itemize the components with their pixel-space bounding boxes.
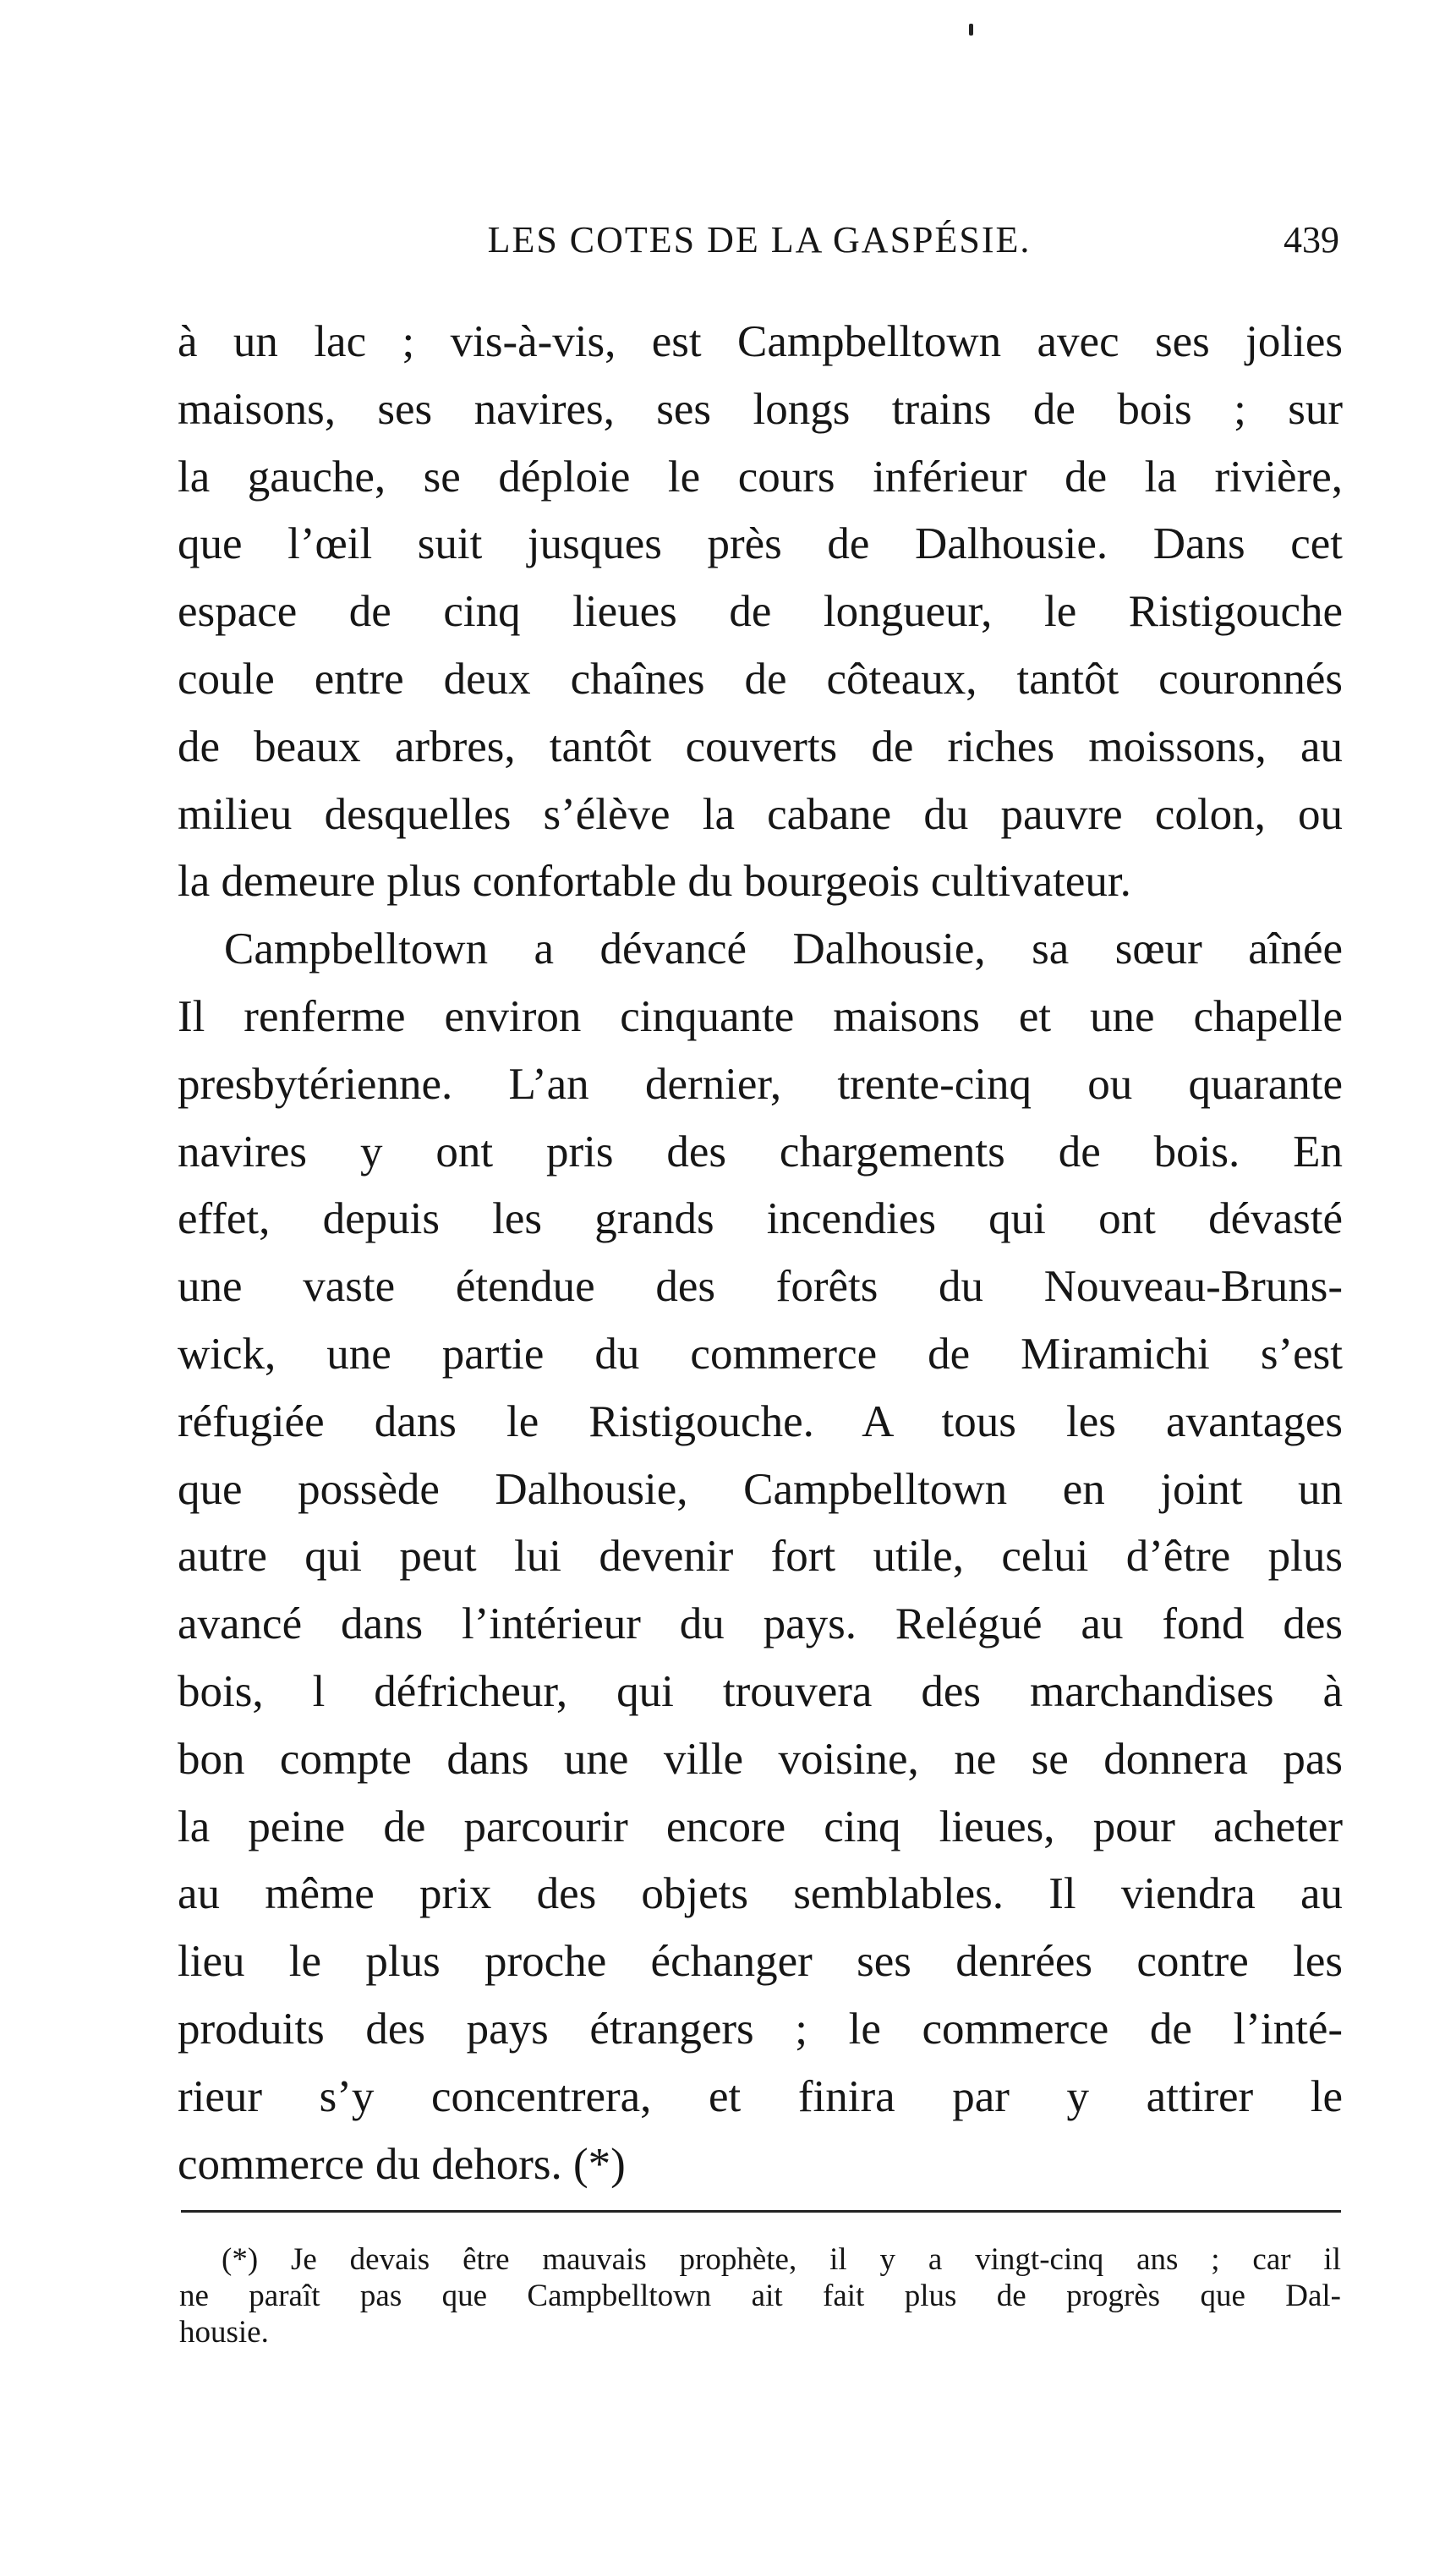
ink-speck xyxy=(969,24,973,36)
text-line: que l’œil suit jusques près de Dalhousie. Dans cet xyxy=(178,519,1343,569)
text-line: la demeure plus confortable du bourgeois cultivateur. xyxy=(178,857,1131,907)
text-line: réfugiée dans le Ristigouche. A tous les avantages xyxy=(178,1396,1343,1446)
text-line: bon compte dans une ville voisine, ne se donnera pas xyxy=(178,1734,1343,1784)
text-line: une vaste étendue des forêts du Nouveau-Bruns- xyxy=(178,1262,1343,1312)
text-line: commerce du dehors. (*) xyxy=(178,2139,626,2189)
page-number: 439 xyxy=(1284,219,1339,261)
text-line: effet, depuis les grands incendies qui ont dévasté xyxy=(178,1194,1343,1244)
text-line: presbytérienne. L’an dernier, trente-cinq ou quarante xyxy=(178,1059,1343,1109)
text-line: avancé dans l’intérieur du pays. Relégué au fond des xyxy=(178,1599,1343,1649)
text-line: la peine de parcourir encore cinq lieues, pour acheter xyxy=(178,1802,1343,1851)
page-header xyxy=(179,218,1339,269)
text-line: coule entre deux chaînes de côteaux, tantôt couronnés xyxy=(178,654,1343,704)
text-line: espace de cinq lieues de longueur, le Ristigouche xyxy=(178,587,1343,637)
text-line: de beaux arbres, tantôt couverts de riches moissons, au xyxy=(178,721,1343,771)
text-line: à un lac ; vis-à-vis, est Campbelltown avec ses jolies xyxy=(178,317,1343,366)
text-line: milieu desquelles s’élève la cabane du pauvre colon, ou xyxy=(178,789,1343,839)
text-line: au même prix des objets semblables. Il viendra au xyxy=(178,1869,1343,1919)
running-head: LES COTES DE LA GASPÉSIE. xyxy=(487,219,1032,261)
footnote-line: housie. xyxy=(179,2315,269,2350)
text-line: navires y ont pris des chargements de bois. En xyxy=(178,1127,1343,1177)
text-line: Il renferme environ cinquante maisons et une chapelle xyxy=(178,991,1343,1041)
text-line: maisons, ses navires, ses longs trains de bois ; sur xyxy=(178,384,1343,434)
text-line: Campbelltown a dévancé Dalhousie, sa sœur aînée xyxy=(224,924,1343,974)
footnote-line: (*) Je devais être mauvais prophète, il y a vingt-cinq ans ; car il xyxy=(222,2242,1341,2277)
text-line: produits des pays étrangers ; le commerce de l’inté- xyxy=(178,2004,1343,2054)
text-line: la gauche, se déploie le cours inférieur de la rivière, xyxy=(178,452,1343,502)
text-line: autre qui peut lui devenir fort utile, celui d’être plus xyxy=(178,1532,1343,1582)
body-text xyxy=(178,309,1343,2198)
footnote-line: ne paraît pas que Campbelltown ait fait plus de progrès que Dal- xyxy=(179,2279,1341,2313)
text-line: wick, une partie du commerce de Miramichi s’est xyxy=(178,1329,1343,1379)
text-line: bois, l défricheur, qui trouvera des marchandises à xyxy=(178,1666,1343,1716)
text-line: que possède Dalhousie, Campbelltown en joint un xyxy=(178,1464,1343,1514)
footnote-rule xyxy=(181,2210,1341,2213)
text-line: rieur s’y concentrera, et finira par y attirer le xyxy=(178,2071,1343,2121)
footnote xyxy=(179,2241,1341,2350)
text-line: lieu le plus proche échanger ses denrées contre les xyxy=(178,1937,1343,1987)
